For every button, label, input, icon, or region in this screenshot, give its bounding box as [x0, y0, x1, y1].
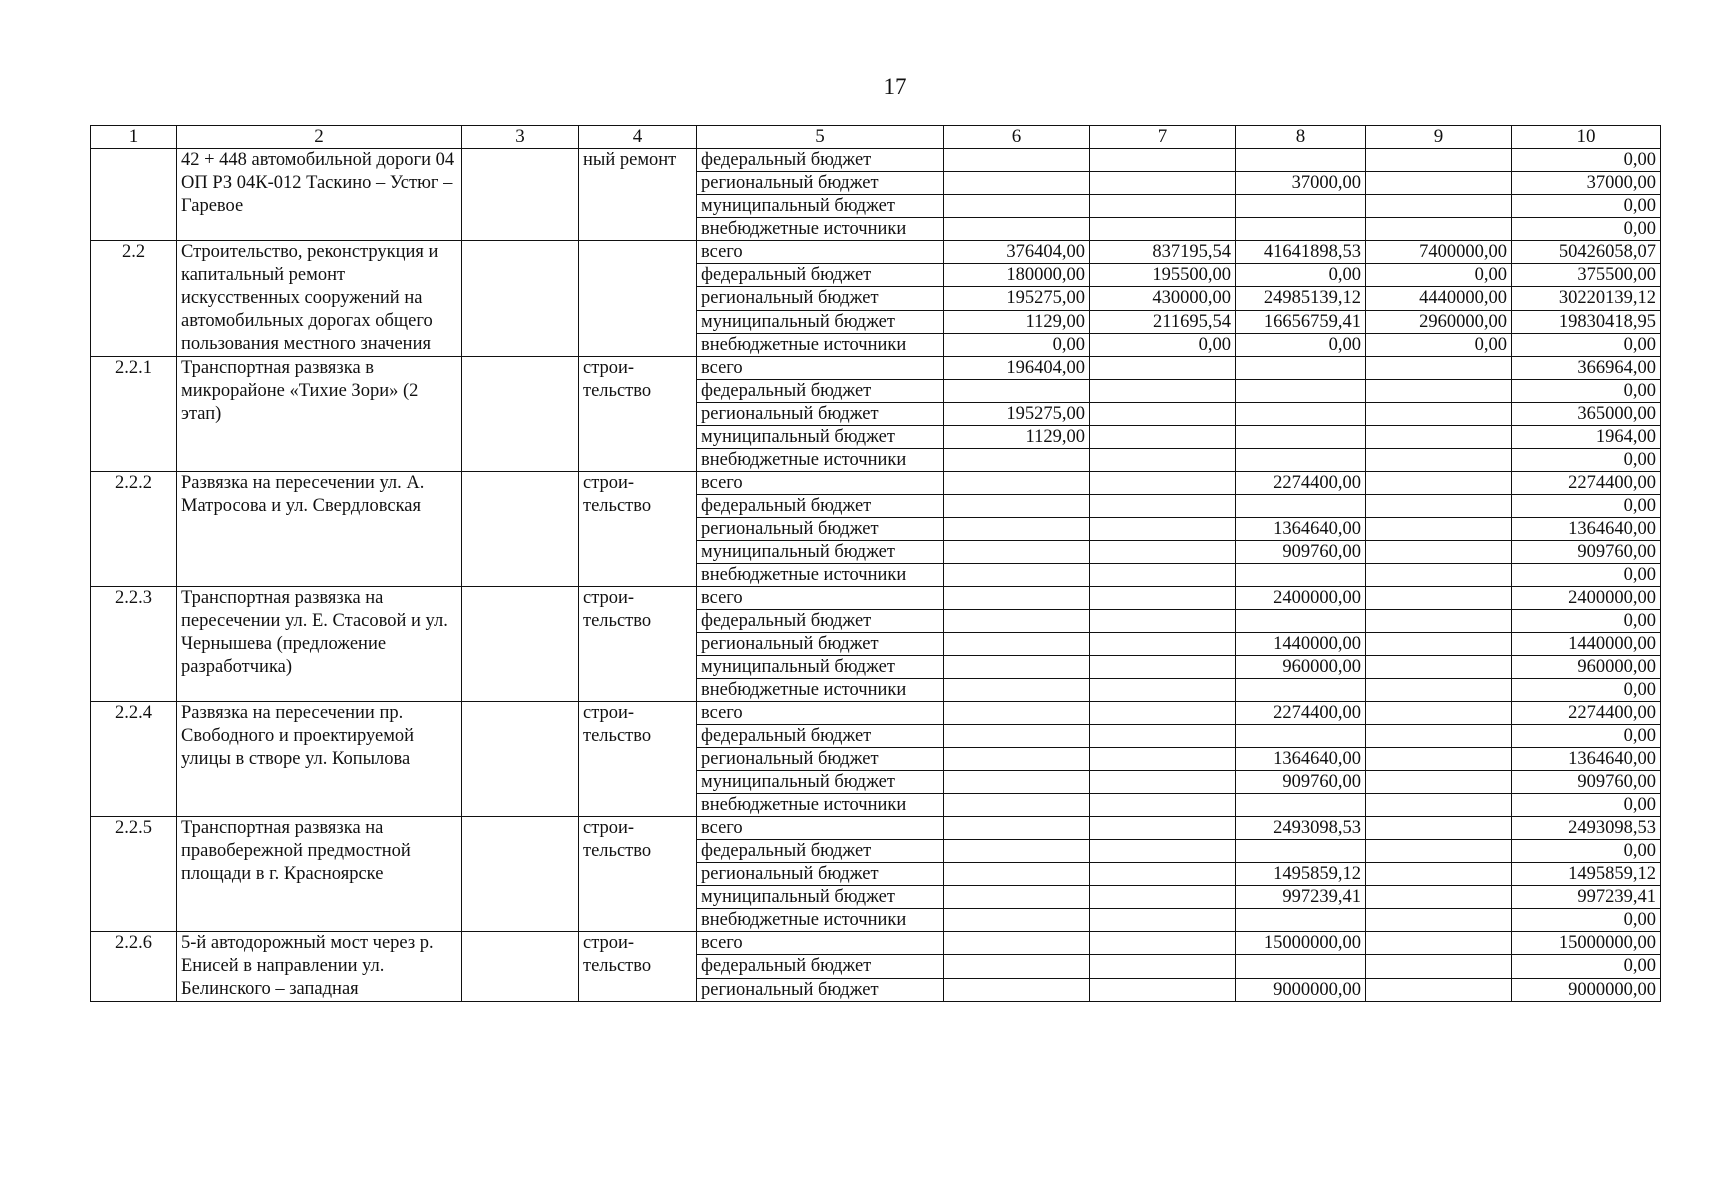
value-col9 [1366, 449, 1512, 472]
value-col7 [1090, 748, 1236, 771]
funding-source: внебюджетные источники [697, 794, 944, 817]
value-col7: 211695,54 [1090, 310, 1236, 333]
value-col6 [944, 149, 1090, 172]
value-col8: 0,00 [1236, 264, 1366, 287]
item-name: Транспортная развязка на правобережной предмостной площади в г. Красноярске [177, 817, 462, 932]
column-number-header-row [91, 126, 1661, 149]
value-col10: 2493098,53 [1512, 817, 1661, 840]
value-col6 [944, 955, 1090, 978]
value-col6 [944, 172, 1090, 195]
value-col8 [1236, 426, 1366, 449]
value-col6 [944, 541, 1090, 564]
value-col7: 0,00 [1090, 333, 1236, 356]
item-col3 [462, 149, 579, 241]
value-col7 [1090, 149, 1236, 172]
value-col7 [1090, 771, 1236, 794]
value-col9: 0,00 [1366, 264, 1512, 287]
table-row [91, 932, 1661, 955]
funding-source: муниципальный бюджет [697, 541, 944, 564]
funding-source: федеральный бюджет [697, 610, 944, 633]
header-cell-10: 10 [1512, 126, 1661, 149]
value-col10: 1964,00 [1512, 426, 1661, 449]
value-col7: 430000,00 [1090, 287, 1236, 310]
value-col6 [944, 725, 1090, 748]
value-col7 [1090, 656, 1236, 679]
value-col10: 0,00 [1512, 149, 1661, 172]
value-col8 [1236, 909, 1366, 932]
value-col7 [1090, 380, 1236, 403]
value-col9 [1366, 195, 1512, 218]
value-col6: 0,00 [944, 333, 1090, 356]
item-number: 2.2 [91, 241, 177, 357]
value-col6: 195275,00 [944, 287, 1090, 310]
value-col6 [944, 771, 1090, 794]
value-col10: 2400000,00 [1512, 587, 1661, 610]
value-col8 [1236, 495, 1366, 518]
value-col8 [1236, 195, 1366, 218]
value-col7 [1090, 978, 1236, 1001]
item-name: Транспортная развязка на пересечении ул. Е. Стасовой и ул. Чернышева (предложение разработчика) [177, 587, 462, 702]
funding-source: региональный бюджет [697, 863, 944, 886]
funding-source: муниципальный бюджет [697, 656, 944, 679]
value-col8: 997239,41 [1236, 886, 1366, 909]
value-col7 [1090, 541, 1236, 564]
value-col6 [944, 449, 1090, 472]
value-col7 [1090, 909, 1236, 932]
value-col10: 997239,41 [1512, 886, 1661, 909]
item-number: 2.2.3 [91, 587, 177, 702]
value-col6 [944, 817, 1090, 840]
header-cell-1: 1 [91, 126, 177, 149]
value-col9 [1366, 909, 1512, 932]
value-col10: 909760,00 [1512, 771, 1661, 794]
funding-source: федеральный бюджет [697, 725, 944, 748]
value-col6 [944, 564, 1090, 587]
value-col6 [944, 978, 1090, 1001]
value-col7 [1090, 195, 1236, 218]
value-col10: 366964,00 [1512, 357, 1661, 380]
header-cell-4: 4 [579, 126, 697, 149]
funding-source: региональный бюджет [697, 518, 944, 541]
value-col10: 50426058,07 [1512, 241, 1661, 264]
item-name: 42 + 448 автомобильной дороги 04 ОП РЗ 04К-012 Таскино – Устюг – Гаревое [177, 149, 462, 241]
item-col3 [462, 817, 579, 932]
value-col10: 0,00 [1512, 955, 1661, 978]
funding-source: внебюджетные источники [697, 909, 944, 932]
funding-source: федеральный бюджет [697, 264, 944, 287]
value-col8 [1236, 725, 1366, 748]
value-col7 [1090, 587, 1236, 610]
value-col9 [1366, 656, 1512, 679]
funding-source: внебюджетные источники [697, 679, 944, 702]
value-col10: 0,00 [1512, 449, 1661, 472]
value-col9 [1366, 840, 1512, 863]
value-col8: 0,00 [1236, 333, 1366, 356]
value-col8: 9000000,00 [1236, 978, 1366, 1001]
value-col9 [1366, 518, 1512, 541]
table-row [91, 149, 1661, 172]
value-col10: 0,00 [1512, 840, 1661, 863]
value-col9 [1366, 794, 1512, 817]
value-col7 [1090, 840, 1236, 863]
value-col6 [944, 886, 1090, 909]
budget-table [90, 125, 1661, 1002]
funding-source: региональный бюджет [697, 978, 944, 1001]
value-col8 [1236, 149, 1366, 172]
value-col8 [1236, 403, 1366, 426]
header-cell-7: 7 [1090, 126, 1236, 149]
value-col6 [944, 587, 1090, 610]
value-col9 [1366, 172, 1512, 195]
value-col8: 2274400,00 [1236, 472, 1366, 495]
value-col7 [1090, 472, 1236, 495]
value-col8: 1440000,00 [1236, 633, 1366, 656]
header-cell-9: 9 [1366, 126, 1512, 149]
value-col7 [1090, 403, 1236, 426]
value-col9 [1366, 218, 1512, 241]
funding-source: региональный бюджет [697, 748, 944, 771]
value-col9 [1366, 472, 1512, 495]
value-col7 [1090, 610, 1236, 633]
funding-source: внебюджетные источники [697, 564, 944, 587]
value-col9: 7400000,00 [1366, 241, 1512, 264]
value-col10: 0,00 [1512, 495, 1661, 518]
funding-source: региональный бюджет [697, 633, 944, 656]
value-col8: 37000,00 [1236, 172, 1366, 195]
value-col10: 0,00 [1512, 909, 1661, 932]
value-col6 [944, 863, 1090, 886]
value-col8: 16656759,41 [1236, 310, 1366, 333]
value-col8 [1236, 679, 1366, 702]
value-col8 [1236, 794, 1366, 817]
funding-source: внебюджетные источники [697, 449, 944, 472]
funding-source: муниципальный бюджет [697, 310, 944, 333]
value-col9 [1366, 817, 1512, 840]
table-row [91, 357, 1661, 380]
value-col10: 19830418,95 [1512, 310, 1661, 333]
value-col9 [1366, 564, 1512, 587]
value-col6: 196404,00 [944, 357, 1090, 380]
value-col6 [944, 932, 1090, 955]
value-col9 [1366, 955, 1512, 978]
funding-source: федеральный бюджет [697, 495, 944, 518]
value-col8 [1236, 357, 1366, 380]
value-col7: 837195,54 [1090, 241, 1236, 264]
value-col7 [1090, 449, 1236, 472]
value-col9: 0,00 [1366, 333, 1512, 356]
value-col9: 2960000,00 [1366, 310, 1512, 333]
funding-source: муниципальный бюджет [697, 886, 944, 909]
item-number: 2.2.6 [91, 932, 177, 1002]
value-col8: 2274400,00 [1236, 702, 1366, 725]
value-col10: 0,00 [1512, 218, 1661, 241]
value-col8 [1236, 449, 1366, 472]
value-col9 [1366, 149, 1512, 172]
value-col6 [944, 218, 1090, 241]
page-number: 17 [883, 74, 907, 99]
funding-source: региональный бюджет [697, 172, 944, 195]
value-col7 [1090, 817, 1236, 840]
value-col6: 195275,00 [944, 403, 1090, 426]
funding-source: внебюджетные источники [697, 333, 944, 356]
funding-source: всего [697, 241, 944, 264]
value-col8: 24985139,12 [1236, 287, 1366, 310]
table-row [91, 241, 1661, 264]
funding-source: федеральный бюджет [697, 840, 944, 863]
value-col8 [1236, 218, 1366, 241]
value-col8 [1236, 380, 1366, 403]
value-col6 [944, 518, 1090, 541]
value-col8: 41641898,53 [1236, 241, 1366, 264]
value-col10: 0,00 [1512, 610, 1661, 633]
work-type [579, 241, 697, 357]
value-col8 [1236, 840, 1366, 863]
item-number: 2.2.2 [91, 472, 177, 587]
funding-source: муниципальный бюджет [697, 771, 944, 794]
item-name: Развязка на пересечении пр. Свободного и проектируемой улицы в створе ул. Копылова [177, 702, 462, 817]
value-col7 [1090, 679, 1236, 702]
item-number: 2.2.4 [91, 702, 177, 817]
value-col6 [944, 633, 1090, 656]
item-number: 2.2.1 [91, 357, 177, 472]
value-col7 [1090, 886, 1236, 909]
value-col10: 1495859,12 [1512, 863, 1661, 886]
value-col8 [1236, 564, 1366, 587]
table-row [91, 587, 1661, 610]
item-col3 [462, 587, 579, 702]
value-col10: 365000,00 [1512, 403, 1661, 426]
value-col7 [1090, 955, 1236, 978]
funding-source: муниципальный бюджет [697, 195, 944, 218]
header-cell-6: 6 [944, 126, 1090, 149]
item-name: Транспортная развязка в микрорайоне «Тихие Зори» (2 этап) [177, 357, 462, 472]
value-col8: 2400000,00 [1236, 587, 1366, 610]
value-col7 [1090, 633, 1236, 656]
value-col10: 0,00 [1512, 725, 1661, 748]
funding-source: всего [697, 932, 944, 955]
value-col6 [944, 195, 1090, 218]
value-col7 [1090, 495, 1236, 518]
work-type: строи- тельство [579, 357, 697, 472]
item-name: Развязка на пересечении ул. А. Матросова и ул. Свердловская [177, 472, 462, 587]
funding-source: всего [697, 702, 944, 725]
value-col10: 15000000,00 [1512, 932, 1661, 955]
value-col7 [1090, 172, 1236, 195]
value-col9 [1366, 932, 1512, 955]
value-col7 [1090, 564, 1236, 587]
value-col10: 37000,00 [1512, 172, 1661, 195]
item-col3 [462, 472, 579, 587]
value-col8: 909760,00 [1236, 771, 1366, 794]
header-cell-8: 8 [1236, 126, 1366, 149]
value-col7 [1090, 725, 1236, 748]
item-col3 [462, 932, 579, 1002]
item-col3 [462, 702, 579, 817]
header-cell-5: 5 [697, 126, 944, 149]
value-col8: 960000,00 [1236, 656, 1366, 679]
value-col10: 909760,00 [1512, 541, 1661, 564]
value-col9 [1366, 863, 1512, 886]
value-col6 [944, 748, 1090, 771]
funding-source: всего [697, 472, 944, 495]
item-col3 [462, 357, 579, 472]
value-col7 [1090, 357, 1236, 380]
value-col10: 960000,00 [1512, 656, 1661, 679]
value-col10: 0,00 [1512, 333, 1661, 356]
value-col10: 9000000,00 [1512, 978, 1661, 1001]
funding-source: муниципальный бюджет [697, 426, 944, 449]
value-col9 [1366, 771, 1512, 794]
item-name: Строительство, реконструкция и капитальный ремонт искусственных сооружений на автомобильных дорогах общего пользования местного значения [177, 241, 462, 357]
value-col9 [1366, 886, 1512, 909]
work-type: строи- тельство [579, 702, 697, 817]
value-col7 [1090, 932, 1236, 955]
value-col9 [1366, 748, 1512, 771]
value-col8 [1236, 955, 1366, 978]
value-col10: 0,00 [1512, 679, 1661, 702]
value-col10: 1364640,00 [1512, 748, 1661, 771]
value-col6 [944, 472, 1090, 495]
value-col8: 1495859,12 [1236, 863, 1366, 886]
value-col7 [1090, 426, 1236, 449]
table-row [91, 472, 1661, 495]
value-col9 [1366, 587, 1512, 610]
funding-source: федеральный бюджет [697, 955, 944, 978]
table-body [91, 126, 1661, 1002]
value-col9: 4440000,00 [1366, 287, 1512, 310]
value-col9 [1366, 702, 1512, 725]
value-col10: 0,00 [1512, 794, 1661, 817]
value-col6: 180000,00 [944, 264, 1090, 287]
work-type: строи- тельство [579, 587, 697, 702]
value-col6: 1129,00 [944, 426, 1090, 449]
funding-source: внебюджетные источники [697, 218, 944, 241]
value-col9 [1366, 610, 1512, 633]
value-col8 [1236, 610, 1366, 633]
value-col9 [1366, 357, 1512, 380]
value-col7: 195500,00 [1090, 264, 1236, 287]
value-col9 [1366, 403, 1512, 426]
value-col6 [944, 909, 1090, 932]
value-col9 [1366, 426, 1512, 449]
value-col6: 376404,00 [944, 241, 1090, 264]
value-col10: 2274400,00 [1512, 472, 1661, 495]
header-cell-2: 2 [177, 126, 462, 149]
item-col3 [462, 241, 579, 357]
funding-source: всего [697, 357, 944, 380]
value-col6 [944, 794, 1090, 817]
value-col6 [944, 380, 1090, 403]
work-type: строи- тельство [579, 817, 697, 932]
value-col10: 1440000,00 [1512, 633, 1661, 656]
work-type: строи- тельство [579, 932, 697, 1002]
value-col7 [1090, 863, 1236, 886]
funding-source: всего [697, 587, 944, 610]
work-type: ный ремонт [579, 149, 697, 241]
item-number [91, 149, 177, 241]
value-col8: 15000000,00 [1236, 932, 1366, 955]
value-col6 [944, 840, 1090, 863]
value-col8: 1364640,00 [1236, 748, 1366, 771]
value-col9 [1366, 725, 1512, 748]
value-col6 [944, 656, 1090, 679]
value-col10: 0,00 [1512, 380, 1661, 403]
value-col8: 1364640,00 [1236, 518, 1366, 541]
value-col10: 0,00 [1512, 195, 1661, 218]
value-col9 [1366, 679, 1512, 702]
item-name: 5-й автодорожный мост через р. Енисей в направлении ул. Белинского – западная [177, 932, 462, 1002]
value-col7 [1090, 794, 1236, 817]
value-col9 [1366, 541, 1512, 564]
funding-source: региональный бюджет [697, 403, 944, 426]
funding-source: всего [697, 817, 944, 840]
funding-source: федеральный бюджет [697, 149, 944, 172]
value-col10: 2274400,00 [1512, 702, 1661, 725]
value-col7 [1090, 518, 1236, 541]
table-row [91, 817, 1661, 840]
value-col9 [1366, 495, 1512, 518]
value-col10: 375500,00 [1512, 264, 1661, 287]
value-col7 [1090, 702, 1236, 725]
value-col6 [944, 702, 1090, 725]
value-col6: 1129,00 [944, 310, 1090, 333]
funding-source: федеральный бюджет [697, 380, 944, 403]
value-col7 [1090, 218, 1236, 241]
funding-source: региональный бюджет [697, 287, 944, 310]
value-col10: 1364640,00 [1512, 518, 1661, 541]
work-type: строи- тельство [579, 472, 697, 587]
table-row [91, 702, 1661, 725]
value-col8: 909760,00 [1236, 541, 1366, 564]
value-col9 [1366, 380, 1512, 403]
item-number: 2.2.5 [91, 817, 177, 932]
value-col6 [944, 495, 1090, 518]
value-col6 [944, 610, 1090, 633]
value-col9 [1366, 978, 1512, 1001]
value-col9 [1366, 633, 1512, 656]
value-col10: 0,00 [1512, 564, 1661, 587]
value-col8: 2493098,53 [1236, 817, 1366, 840]
value-col6 [944, 679, 1090, 702]
value-col10: 30220139,12 [1512, 287, 1661, 310]
header-cell-3: 3 [462, 126, 579, 149]
